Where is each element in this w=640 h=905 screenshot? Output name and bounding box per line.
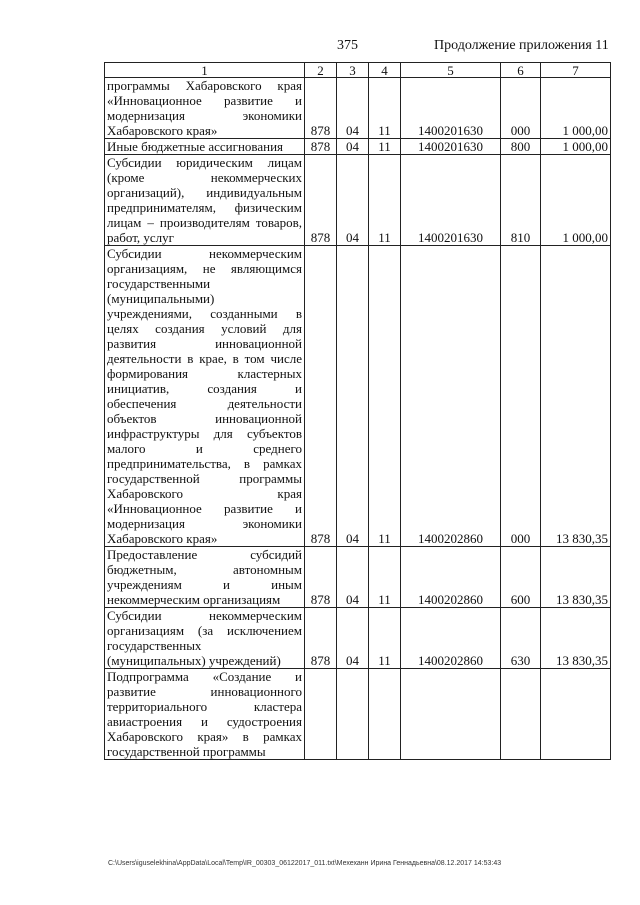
ministry-code: 878 (305, 155, 337, 246)
column-header: 3 (337, 63, 369, 78)
subsection-code: 11 (369, 608, 401, 669)
column-header: 5 (401, 63, 501, 78)
table-header (105, 63, 611, 78)
section-code: 04 (337, 547, 369, 608)
ministry-code: 878 (305, 139, 337, 155)
page-caption: Продолжение приложения 11 (434, 38, 609, 53)
table-body (105, 78, 611, 760)
item-name: Иные бюджетные ассигнования (105, 139, 305, 155)
column-header: 6 (501, 63, 541, 78)
page-number: 375 (337, 38, 358, 53)
target-article-code: 1400201630 (401, 78, 501, 139)
subsection-code: 11 (369, 547, 401, 608)
table-row (105, 139, 611, 155)
target-article-code (401, 669, 501, 760)
table-row (105, 608, 611, 669)
header-row (105, 63, 611, 78)
ministry-code: 878 (305, 78, 337, 139)
item-name: Подпрограмма «Создание и развитие инновационного территориального кластера авиастроения и судостроения Хабаровского края» в рамках государственной программы (105, 669, 305, 760)
subsection-code: 11 (369, 78, 401, 139)
target-article-code: 1400202860 (401, 547, 501, 608)
expense-type-code: 000 (501, 78, 541, 139)
item-name: Субсидии некоммерческим организациям (за исключением государственных (муниципальных) учреждений) (105, 608, 305, 669)
expense-type-code: 630 (501, 608, 541, 669)
table-row (105, 669, 611, 760)
amount: 1 000,00 (541, 78, 611, 139)
expense-type-code: 800 (501, 139, 541, 155)
ministry-code: 878 (305, 608, 337, 669)
section-code (337, 669, 369, 760)
target-article-code: 1400201630 (401, 155, 501, 246)
table-row (105, 246, 611, 547)
expense-type-code: 000 (501, 246, 541, 547)
section-code: 04 (337, 246, 369, 547)
item-name: Предоставление субсидий бюджетным, автономным учреждениям и иным некоммерческим организациям (105, 547, 305, 608)
subsection-code (369, 669, 401, 760)
section-code: 04 (337, 139, 369, 155)
section-code: 04 (337, 78, 369, 139)
ministry-code (305, 669, 337, 760)
target-article-code: 1400202860 (401, 608, 501, 669)
table-row (105, 547, 611, 608)
item-name: Субсидии некоммерческим организациям, не являющимся государственными (муниципальными) учреждениями, созданными в целях создания условий для развития инновационной деятельности в крае, в том числе формирования кластерных инициатив, создания и обеспечения деятельности объектов инновационной инфраструктуры для субъектов малого и среднего предпринимательства, в рамках государственной программы Хабаровского края «Инновационное развитие и модернизация экономики Хабаровского края» (105, 246, 305, 547)
budget-table (104, 62, 611, 760)
table-row (105, 78, 611, 139)
expense-type-code: 810 (501, 155, 541, 246)
ministry-code: 878 (305, 547, 337, 608)
amount (541, 669, 611, 760)
target-article-code: 1400201630 (401, 139, 501, 155)
subsection-code: 11 (369, 155, 401, 246)
table-row (105, 155, 611, 246)
item-name: программы Хабаровского края «Инновационное развитие и модернизация экономики Хабаровского края» (105, 78, 305, 139)
amount: 13 830,35 (541, 547, 611, 608)
column-header: 7 (541, 63, 611, 78)
column-header: 1 (105, 63, 305, 78)
column-header: 2 (305, 63, 337, 78)
expense-type-code: 600 (501, 547, 541, 608)
section-code: 04 (337, 155, 369, 246)
section-code: 04 (337, 608, 369, 669)
item-name: Субсидии юридическим лицам (кроме некоммерческих организаций), индивидуальным предпринимателям, физическим лицам – производителям товаров, работ, услуг (105, 155, 305, 246)
amount: 13 830,35 (541, 608, 611, 669)
expense-type-code (501, 669, 541, 760)
amount: 1 000,00 (541, 155, 611, 246)
ministry-code: 878 (305, 246, 337, 547)
subsection-code: 11 (369, 246, 401, 547)
target-article-code: 1400202860 (401, 246, 501, 547)
footer-path: C:\Users\iguselekhina\AppData\Local\Temp\IR_00303_06122017_011.txt\Мехеханн Ирина Геннадьевна\08.12.2017 14:53:43 (108, 860, 502, 867)
amount: 13 830,35 (541, 246, 611, 547)
column-header: 4 (369, 63, 401, 78)
subsection-code: 11 (369, 139, 401, 155)
amount: 1 000,00 (541, 139, 611, 155)
